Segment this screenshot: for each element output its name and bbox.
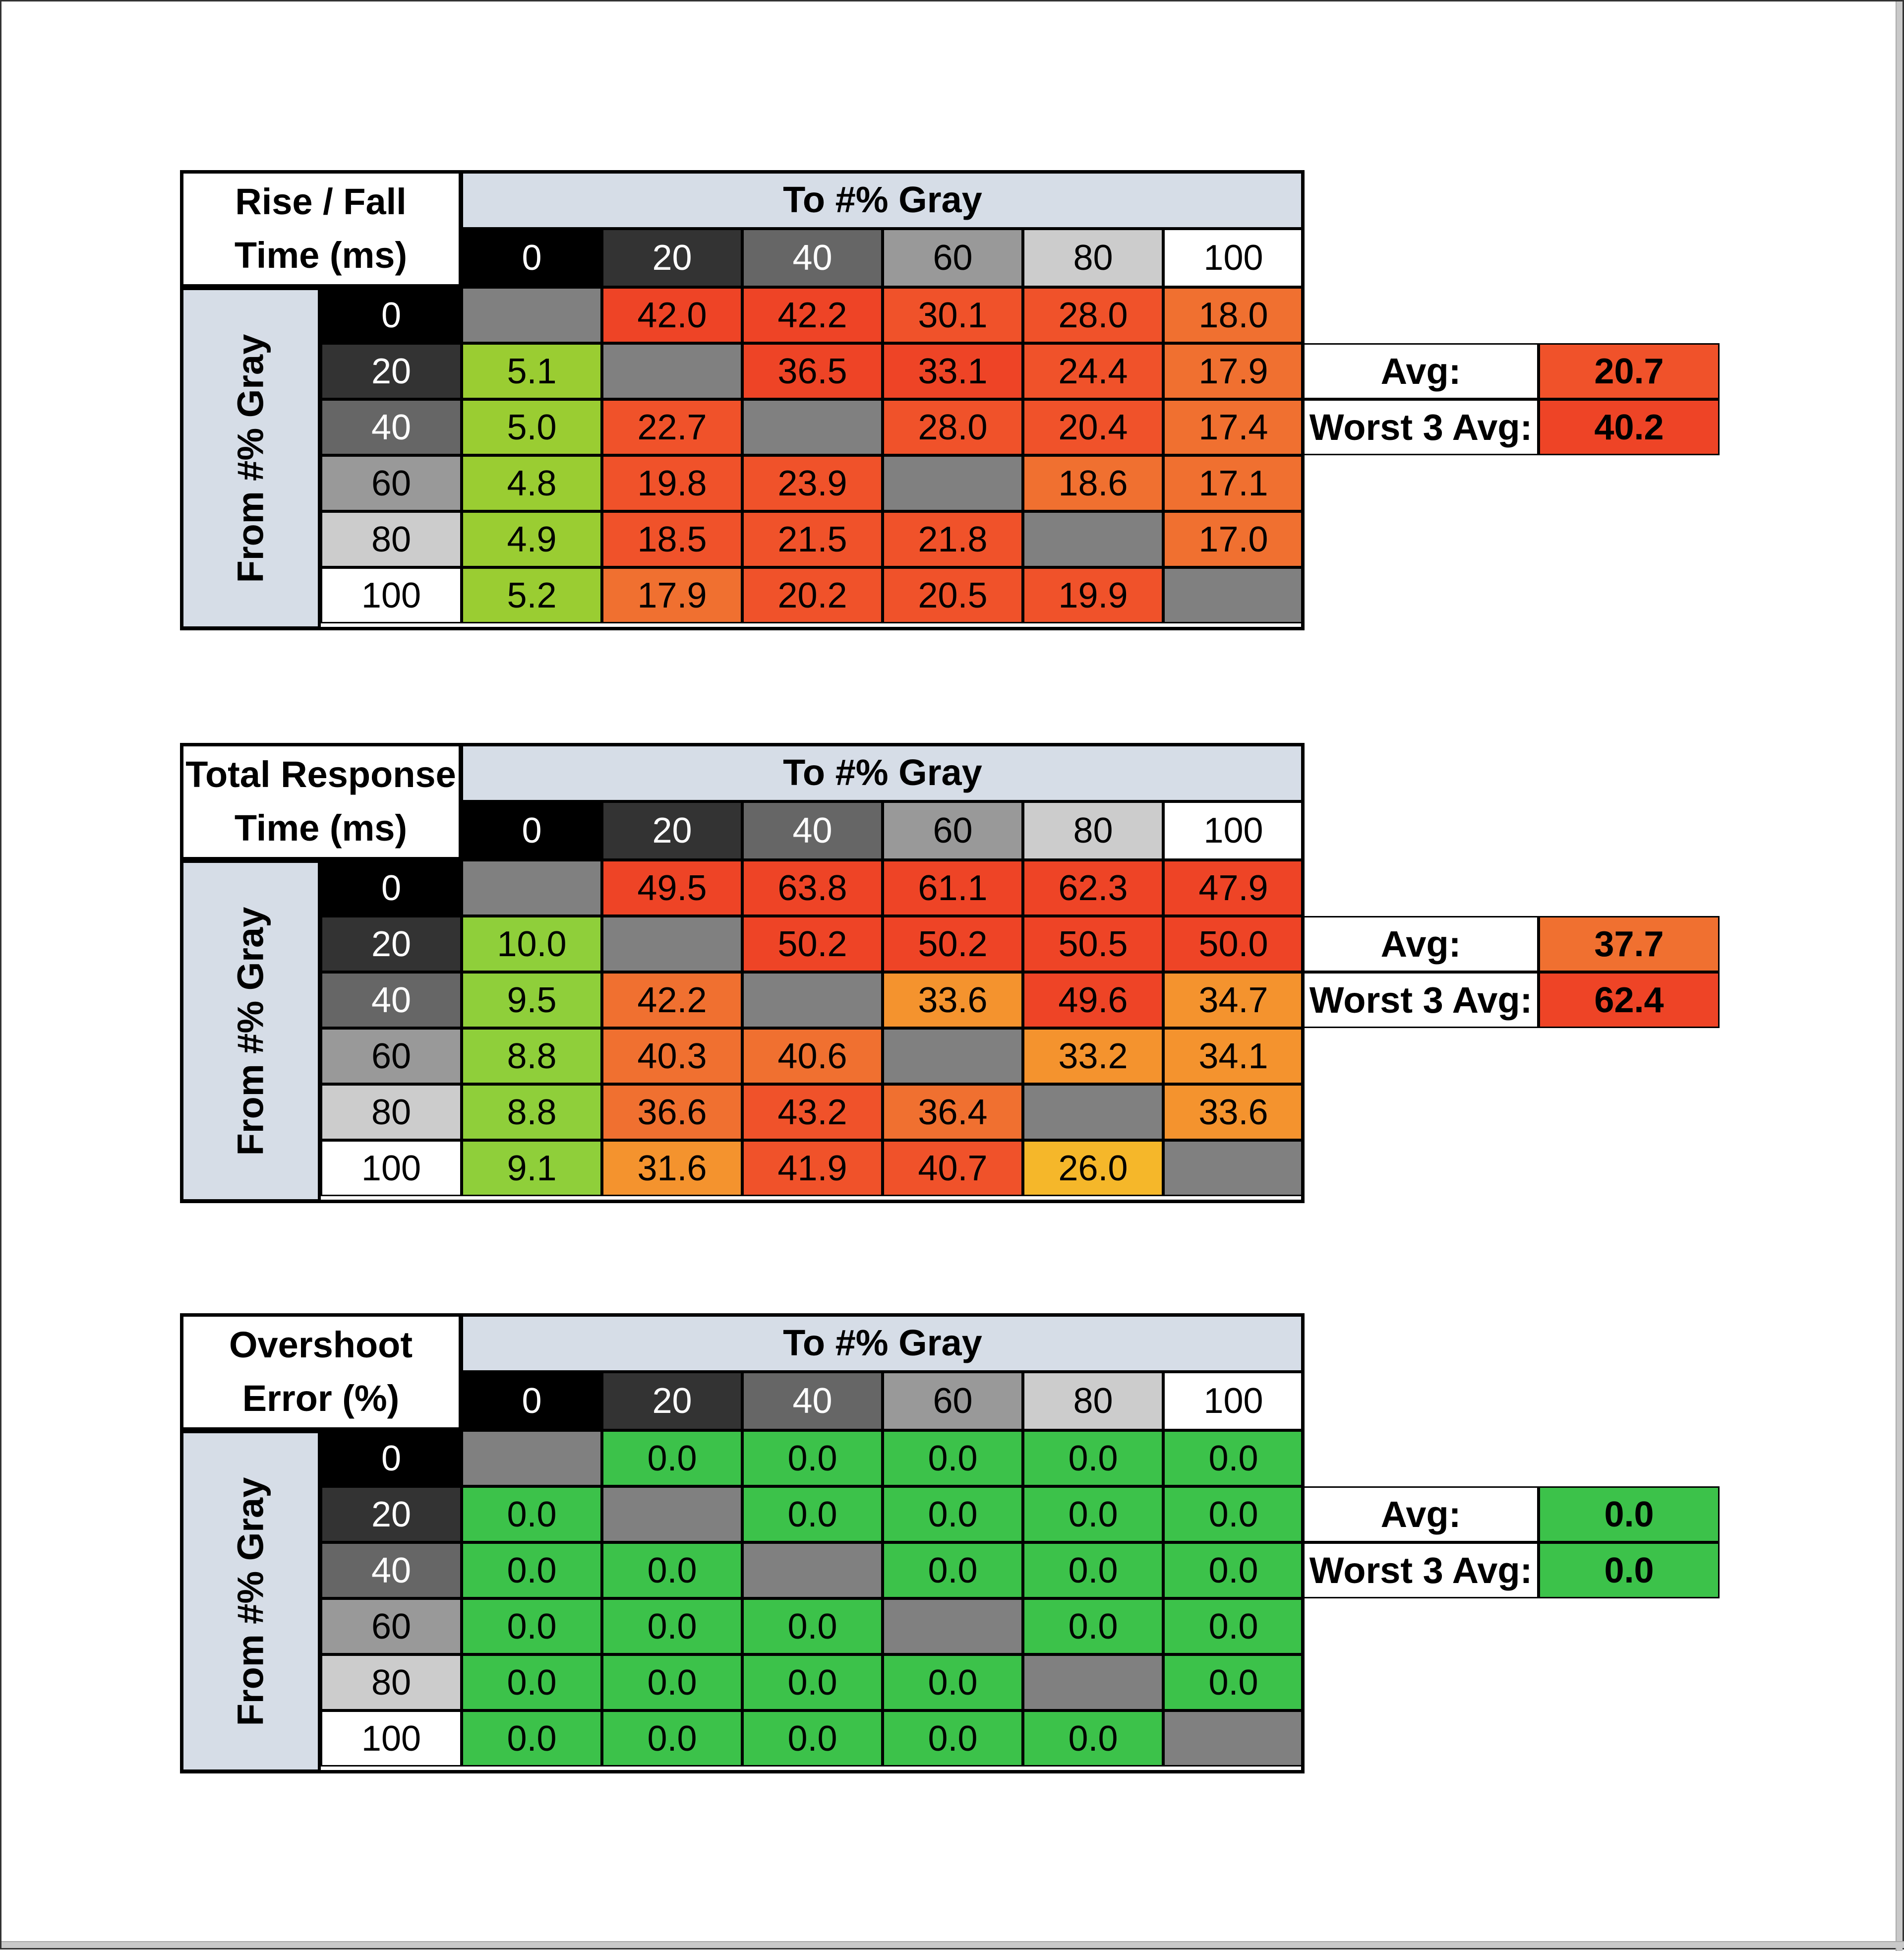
data-cell: 20.2 [742, 567, 883, 623]
data-cell: 17.4 [1163, 399, 1304, 455]
table-title-line: Error (%) [242, 1378, 400, 1419]
empty-cell [883, 455, 1023, 511]
data-cell: 0.0 [883, 1710, 1023, 1767]
data-cell: 23.9 [742, 455, 883, 511]
data-cell: 40.7 [883, 1140, 1023, 1196]
column-header: 100 [1163, 229, 1304, 287]
data-cell: 17.9 [602, 567, 742, 623]
data-cell: 20.4 [1023, 399, 1163, 455]
data-cell: 42.0 [602, 287, 742, 343]
column-header: 40 [742, 801, 883, 860]
data-cell: 41.9 [742, 1140, 883, 1196]
data-cell: 0.0 [1163, 1598, 1304, 1654]
empty-cell [1163, 1710, 1304, 1767]
data-cell: 0.0 [1023, 1542, 1163, 1598]
data-cell: 0.0 [1023, 1710, 1163, 1767]
from-gray-label: From #% Gray [230, 1477, 271, 1726]
row-header: 80 [321, 1084, 462, 1140]
data-cell: 34.7 [1163, 972, 1304, 1028]
empty-cell [883, 1598, 1023, 1654]
data-cell: 24.4 [1023, 343, 1163, 399]
data-cell: 0.0 [1023, 1486, 1163, 1542]
stat-value: 20.7 [1539, 343, 1720, 399]
data-cell: 4.9 [462, 511, 602, 567]
data-cell: 0.0 [742, 1710, 883, 1767]
data-cell: 18.5 [602, 511, 742, 567]
column-header: 20 [602, 1372, 742, 1430]
from-gray-label: From #% Gray [230, 334, 271, 583]
data-cell: 0.0 [1163, 1654, 1304, 1710]
column-header: 80 [1023, 801, 1163, 860]
data-cell: 36.4 [883, 1084, 1023, 1140]
column-header: 80 [1023, 1372, 1163, 1430]
table-title [180, 170, 462, 287]
data-cell: 28.0 [883, 399, 1023, 455]
column-header: 0 [462, 1372, 602, 1430]
data-cell: 28.0 [1023, 287, 1163, 343]
data-cell: 0.0 [602, 1598, 742, 1654]
empty-cell [742, 1542, 883, 1598]
stat-value: 40.2 [1539, 399, 1720, 455]
data-cell: 0.0 [1163, 1486, 1304, 1542]
data-cell: 0.0 [462, 1598, 602, 1654]
data-cell: 47.9 [1163, 860, 1304, 916]
from-gray-label: From #% Gray [230, 907, 271, 1156]
data-cell: 4.8 [462, 455, 602, 511]
data-cell: 5.1 [462, 343, 602, 399]
data-cell: 50.0 [1163, 916, 1304, 972]
data-cell: 18.0 [1163, 287, 1304, 343]
data-cell: 42.2 [742, 287, 883, 343]
data-cell: 50.5 [1023, 916, 1163, 972]
row-header: 60 [321, 1598, 462, 1654]
empty-cell [1023, 1084, 1163, 1140]
row-header: 80 [321, 1654, 462, 1710]
data-cell: 17.1 [1163, 455, 1304, 511]
row-header: 40 [321, 1542, 462, 1598]
total-response-heatmap [180, 743, 1664, 1205]
row-header: 60 [321, 455, 462, 511]
data-cell: 8.8 [462, 1084, 602, 1140]
column-header: 60 [883, 801, 1023, 860]
stat-label: Worst 3 Avg: [1303, 972, 1539, 1028]
to-gray-header: To #% Gray [462, 743, 1304, 801]
data-cell: 22.7 [602, 399, 742, 455]
column-header: 60 [883, 1372, 1023, 1430]
empty-cell [462, 1430, 602, 1486]
row-header: 40 [321, 972, 462, 1028]
empty-cell [1023, 511, 1163, 567]
row-header: 100 [321, 567, 462, 623]
row-header: 20 [321, 916, 462, 972]
stat-label: Worst 3 Avg: [1303, 399, 1539, 455]
table-title-line: Rise / Fall [235, 181, 407, 222]
data-cell: 0.0 [462, 1654, 602, 1710]
row-header: 20 [321, 1486, 462, 1542]
row-header: 20 [321, 343, 462, 399]
data-cell: 36.5 [742, 343, 883, 399]
data-cell: 0.0 [742, 1598, 883, 1654]
stat-value: 0.0 [1539, 1542, 1720, 1598]
data-cell: 0.0 [462, 1710, 602, 1767]
column-header: 20 [602, 801, 742, 860]
rise-fall-heatmap [180, 170, 1664, 632]
data-cell: 36.6 [602, 1084, 742, 1140]
empty-cell [602, 916, 742, 972]
stat-value: 0.0 [1539, 1486, 1720, 1542]
to-gray-header: To #% Gray [462, 170, 1304, 229]
data-cell: 9.1 [462, 1140, 602, 1196]
empty-cell [602, 343, 742, 399]
data-cell: 0.0 [1163, 1542, 1304, 1598]
column-header: 40 [742, 229, 883, 287]
data-cell: 0.0 [883, 1654, 1023, 1710]
row-header: 0 [321, 287, 462, 343]
row-header: 0 [321, 1430, 462, 1486]
from-gray-header [180, 287, 321, 629]
table-title-line: Overshoot [229, 1324, 413, 1365]
column-header: 0 [462, 229, 602, 287]
from-gray-header [180, 860, 321, 1202]
data-cell: 0.0 [1023, 1430, 1163, 1486]
row-header: 80 [321, 511, 462, 567]
column-header: 100 [1163, 801, 1304, 860]
table-title [180, 1313, 462, 1430]
data-cell: 0.0 [602, 1542, 742, 1598]
column-header: 20 [602, 229, 742, 287]
data-cell: 31.6 [602, 1140, 742, 1196]
data-cell: 26.0 [1023, 1140, 1163, 1196]
empty-cell [883, 1028, 1023, 1084]
data-cell: 17.0 [1163, 511, 1304, 567]
empty-cell [462, 287, 602, 343]
data-cell: 0.0 [883, 1486, 1023, 1542]
data-cell: 0.0 [742, 1430, 883, 1486]
data-cell: 40.6 [742, 1028, 883, 1084]
data-cell: 0.0 [1023, 1598, 1163, 1654]
data-cell: 34.1 [1163, 1028, 1304, 1084]
data-cell: 49.6 [1023, 972, 1163, 1028]
empty-cell [602, 1486, 742, 1542]
column-header: 0 [462, 801, 602, 860]
empty-cell [1023, 1654, 1163, 1710]
row-header: 40 [321, 399, 462, 455]
data-cell: 0.0 [462, 1542, 602, 1598]
data-cell: 0.0 [883, 1430, 1023, 1486]
data-cell: 10.0 [462, 916, 602, 972]
data-cell: 33.6 [1163, 1084, 1304, 1140]
data-cell: 5.2 [462, 567, 602, 623]
empty-cell [742, 399, 883, 455]
data-cell: 9.5 [462, 972, 602, 1028]
data-cell: 30.1 [883, 287, 1023, 343]
data-cell: 8.8 [462, 1028, 602, 1084]
data-cell: 0.0 [602, 1710, 742, 1767]
data-cell: 49.5 [602, 860, 742, 916]
data-cell: 5.0 [462, 399, 602, 455]
stat-value: 62.4 [1539, 972, 1720, 1028]
data-cell: 21.5 [742, 511, 883, 567]
data-cell: 50.2 [883, 916, 1023, 972]
empty-cell [462, 860, 602, 916]
row-header: 100 [321, 1710, 462, 1767]
overshoot-heatmap [180, 1313, 1654, 1775]
row-header: 100 [321, 1140, 462, 1196]
column-header: 100 [1163, 1372, 1304, 1430]
data-cell: 33.6 [883, 972, 1023, 1028]
data-cell: 63.8 [742, 860, 883, 916]
data-cell: 62.3 [1023, 860, 1163, 916]
data-cell: 43.2 [742, 1084, 883, 1140]
table-title [180, 743, 462, 860]
empty-cell [1163, 567, 1304, 623]
data-cell: 61.1 [883, 860, 1023, 916]
vertical-scrollbar[interactable] [1896, 1, 1903, 1951]
to-gray-header: To #% Gray [462, 1313, 1304, 1372]
data-cell: 50.2 [742, 916, 883, 972]
data-cell: 40.3 [602, 1028, 742, 1084]
data-cell: 0.0 [602, 1430, 742, 1486]
data-cell: 0.0 [462, 1486, 602, 1542]
data-cell: 42.2 [602, 972, 742, 1028]
table-title-line: Time (ms) [234, 235, 408, 276]
stat-label: Avg: [1303, 916, 1539, 972]
row-header: 0 [321, 860, 462, 916]
column-header: 80 [1023, 229, 1163, 287]
stat-value: 37.7 [1539, 916, 1720, 972]
data-cell: 33.1 [883, 343, 1023, 399]
data-cell: 21.8 [883, 511, 1023, 567]
stat-label: Worst 3 Avg: [1303, 1542, 1539, 1598]
empty-cell [1163, 1140, 1304, 1196]
data-cell: 0.0 [602, 1654, 742, 1710]
data-cell: 0.0 [1163, 1430, 1304, 1486]
data-cell: 20.5 [883, 567, 1023, 623]
empty-cell [742, 972, 883, 1028]
data-cell: 18.6 [1023, 455, 1163, 511]
data-cell: 0.0 [742, 1654, 883, 1710]
data-cell: 19.8 [602, 455, 742, 511]
row-header: 60 [321, 1028, 462, 1084]
data-cell: 17.9 [1163, 343, 1304, 399]
from-gray-header [180, 1430, 321, 1772]
data-cell: 0.0 [742, 1486, 883, 1542]
stat-label: Avg: [1303, 343, 1539, 399]
column-header: 60 [883, 229, 1023, 287]
data-cell: 33.2 [1023, 1028, 1163, 1084]
stat-label: Avg: [1303, 1486, 1539, 1542]
data-cell: 19.9 [1023, 567, 1163, 623]
data-cell: 0.0 [883, 1542, 1023, 1598]
table-title-line: Time (ms) [234, 807, 408, 849]
horizontal-scrollbar[interactable] [1, 1941, 1904, 1948]
table-title-line: Total Response [185, 754, 456, 795]
column-header: 40 [742, 1372, 883, 1430]
